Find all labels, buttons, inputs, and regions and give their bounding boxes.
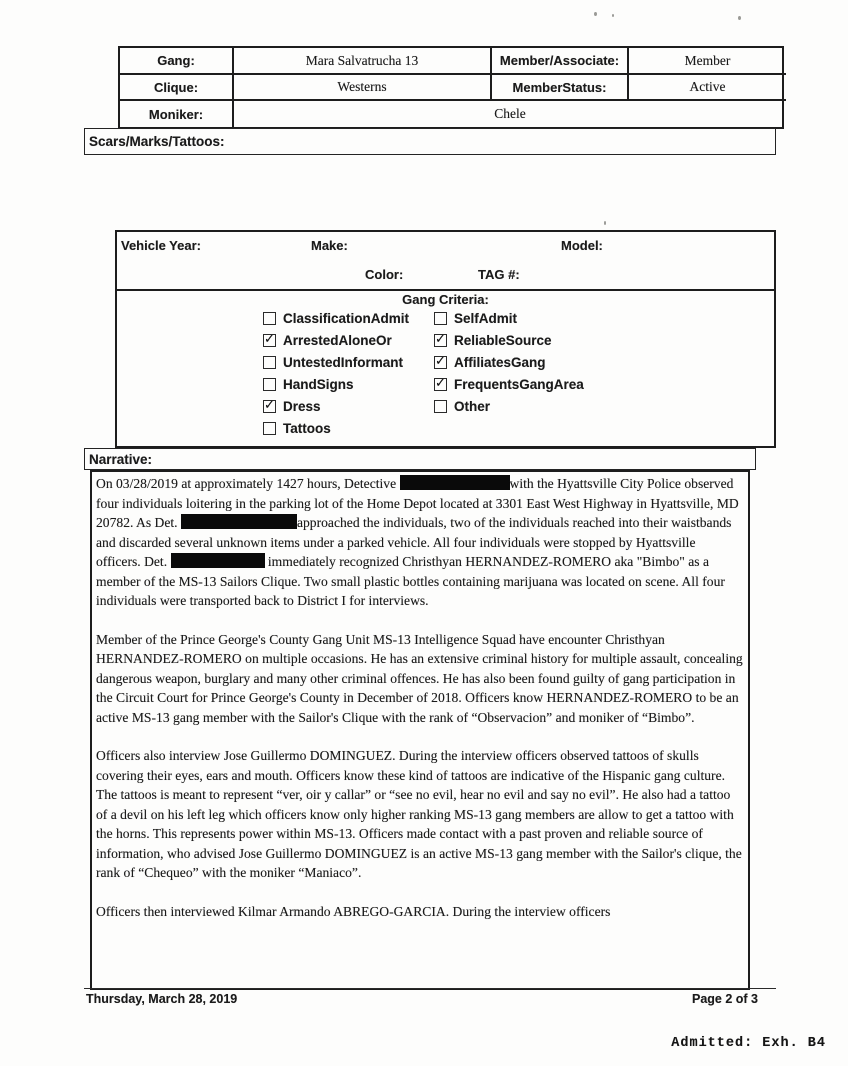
narrative-text: immediately recognized Christhyan HERNANDEZ-ROMERO aka "Bimbo" as a member of the MS-13 Sailors Clique. Two small plastic bottles containing marijuana was located on scene. All four individuals were transported back to District I for interviews. bbox=[96, 554, 725, 608]
footer-date: Thursday, March 28, 2019 bbox=[86, 992, 238, 1006]
model-label: Model: bbox=[561, 238, 603, 253]
criteria-label: ReliableSource bbox=[454, 332, 552, 348]
criteria-label: ArrestedAloneOr bbox=[283, 332, 392, 348]
narrative-header bbox=[84, 448, 756, 470]
criteria-label: Other bbox=[454, 398, 491, 414]
checkbox-icon bbox=[434, 312, 447, 325]
checkbox-icon bbox=[434, 378, 447, 391]
footer-divider bbox=[84, 988, 776, 989]
criteria-label: UntestedInformant bbox=[283, 354, 404, 370]
criteria-label: FrequentsGangArea bbox=[454, 376, 584, 392]
vehicle-year-label: Vehicle Year: bbox=[121, 238, 201, 253]
checkbox-icon bbox=[263, 312, 276, 325]
narrative-text: approached the individuals, two of the individuals reached into their waistbands and discarded several unknown items under a parked vehicle. All four individuals were stopped by Hyattsville officers. Det. bbox=[96, 515, 732, 569]
criteria-item-arrested-alone-or bbox=[263, 329, 409, 351]
gang-criteria-title: Gang Criteria: bbox=[402, 292, 489, 307]
scars-marks-tattoos-label: Scars/Marks/Tattoos: bbox=[89, 134, 225, 149]
criteria-item-self-admit bbox=[434, 307, 584, 329]
footer bbox=[86, 992, 758, 1006]
criteria-label: HandSigns bbox=[283, 376, 354, 392]
criteria-item-frequents-gang-area bbox=[434, 373, 584, 395]
member-status-label: MemberStatus: bbox=[492, 75, 629, 101]
narrative-paragraph-1 bbox=[96, 474, 743, 611]
criteria-item-affiliates-gang bbox=[434, 351, 584, 373]
scan-artifact bbox=[594, 12, 597, 16]
moniker-value: Chele bbox=[494, 106, 526, 121]
redaction-bar bbox=[181, 514, 297, 529]
criteria-item-tattoos bbox=[263, 417, 409, 439]
section-divider bbox=[117, 289, 774, 291]
vehicle-info-section bbox=[115, 230, 776, 448]
gang-identity-table bbox=[118, 46, 784, 129]
clique-label: Clique: bbox=[120, 75, 234, 101]
criteria-label: AffiliatesGang bbox=[454, 354, 546, 370]
checkbox-icon bbox=[263, 334, 276, 347]
narrative-paragraph-4 bbox=[96, 902, 743, 922]
moniker-label: Moniker: bbox=[120, 101, 234, 127]
gang-value: Mara Salvatrucha 13 bbox=[234, 48, 492, 75]
checkbox-icon bbox=[434, 334, 447, 347]
checkbox-icon bbox=[263, 378, 276, 391]
redaction-bar bbox=[400, 475, 510, 490]
make-label: Make: bbox=[311, 238, 348, 253]
criteria-item-hand-signs bbox=[263, 373, 409, 395]
narrative-label: Narrative: bbox=[89, 451, 153, 467]
scars-marks-tattoos-field bbox=[84, 128, 776, 155]
exhibit-admitted-stamp: Admitted: Exh. B4 bbox=[671, 1036, 826, 1051]
scan-artifact bbox=[604, 221, 606, 225]
checkbox-icon bbox=[263, 356, 276, 369]
tag-number-label: TAG #: bbox=[478, 267, 520, 282]
narrative-text: with the Hyattsville City Police observed four individuals loitering in the parking lot of the Home Depot located at 3301 East West Highway in Hyattsville, MD 20782. As Det. bbox=[96, 476, 739, 530]
criteria-item-untested-informant bbox=[263, 351, 409, 373]
criteria-label: Dress bbox=[283, 398, 321, 414]
scan-artifact bbox=[612, 14, 614, 17]
member-associate-label: Member/Associate: bbox=[492, 48, 629, 75]
narrative-text: Member of the Prince George's County Gang Unit MS-13 Intelligence Squad have encounter Christhyan HERNANDEZ-ROMERO on multiple occasions. He has an extensive criminal history for multiple assault, concealing dangerous weapon, burglary and many other criminal offences. He has also been found guilty of gang participation in the Circuit Court for Prince George's County in December of 2018. Officers know HERNANDEZ-ROMERO to be an active MS-13 gang member with the Sailor's Clique with the rank of “Observacion” and moniker of “Bimbo”. bbox=[96, 631, 743, 725]
criteria-column-right bbox=[434, 307, 584, 417]
narrative-body bbox=[90, 470, 750, 990]
criteria-label: SelfAdmit bbox=[454, 310, 518, 326]
narrative-paragraph-3 bbox=[96, 746, 743, 883]
narrative-text: Officers also interview Jose Guillermo DOMINGUEZ. During the interview officers observed tattoos of skulls covering their eyes, ears and mouth. Officers know these kind of tattoos are indicative of the Hispanic gang culture. The tattoos is meant to represent “ver, oir y callar” or “see no evil, hear no evil and say no evil”. He also had a tattoo of a devil on his left leg which officers know only higher ranking MS-13 gang members are allow to get a tattoo with the horns. This represents power within MS-13. Officers made contact with a past proven and reliable source of information, who advised Jose Guillermo DOMINGUEZ is an active MS-13 gang member with the Sailor's clique, the rank of “Chequeo” with the moniker “Maniaco”. bbox=[96, 748, 742, 880]
member-status-value: Active bbox=[629, 75, 786, 101]
criteria-column-left bbox=[263, 307, 409, 439]
checkbox-icon bbox=[263, 400, 276, 413]
checkbox-icon bbox=[434, 356, 447, 369]
criteria-item-reliable-source bbox=[434, 329, 584, 351]
member-associate-value: Member bbox=[629, 48, 786, 75]
narrative-text: Officers then interviewed Kilmar Armando ABREGO-GARCIA. During the interview officers bbox=[96, 903, 611, 919]
criteria-item-other bbox=[434, 395, 584, 417]
criteria-label: ClassificationAdmit bbox=[283, 310, 410, 326]
color-label: Color: bbox=[365, 267, 404, 282]
footer-page-number: Page 2 of 3 bbox=[692, 992, 758, 1006]
narrative-paragraph-2 bbox=[96, 630, 743, 728]
criteria-label: Tattoos bbox=[283, 420, 331, 436]
gang-label: Gang: bbox=[120, 48, 234, 75]
clique-value: Westerns bbox=[234, 75, 492, 101]
checkbox-icon bbox=[263, 422, 276, 435]
criteria-item-classification-admit bbox=[263, 307, 409, 329]
narrative-text: On 03/28/2019 at approximately 1427 hours, Detective bbox=[96, 476, 400, 491]
criteria-item-dress bbox=[263, 395, 409, 417]
redaction-bar bbox=[171, 553, 265, 568]
scan-artifact bbox=[738, 16, 741, 20]
checkbox-icon bbox=[434, 400, 447, 413]
